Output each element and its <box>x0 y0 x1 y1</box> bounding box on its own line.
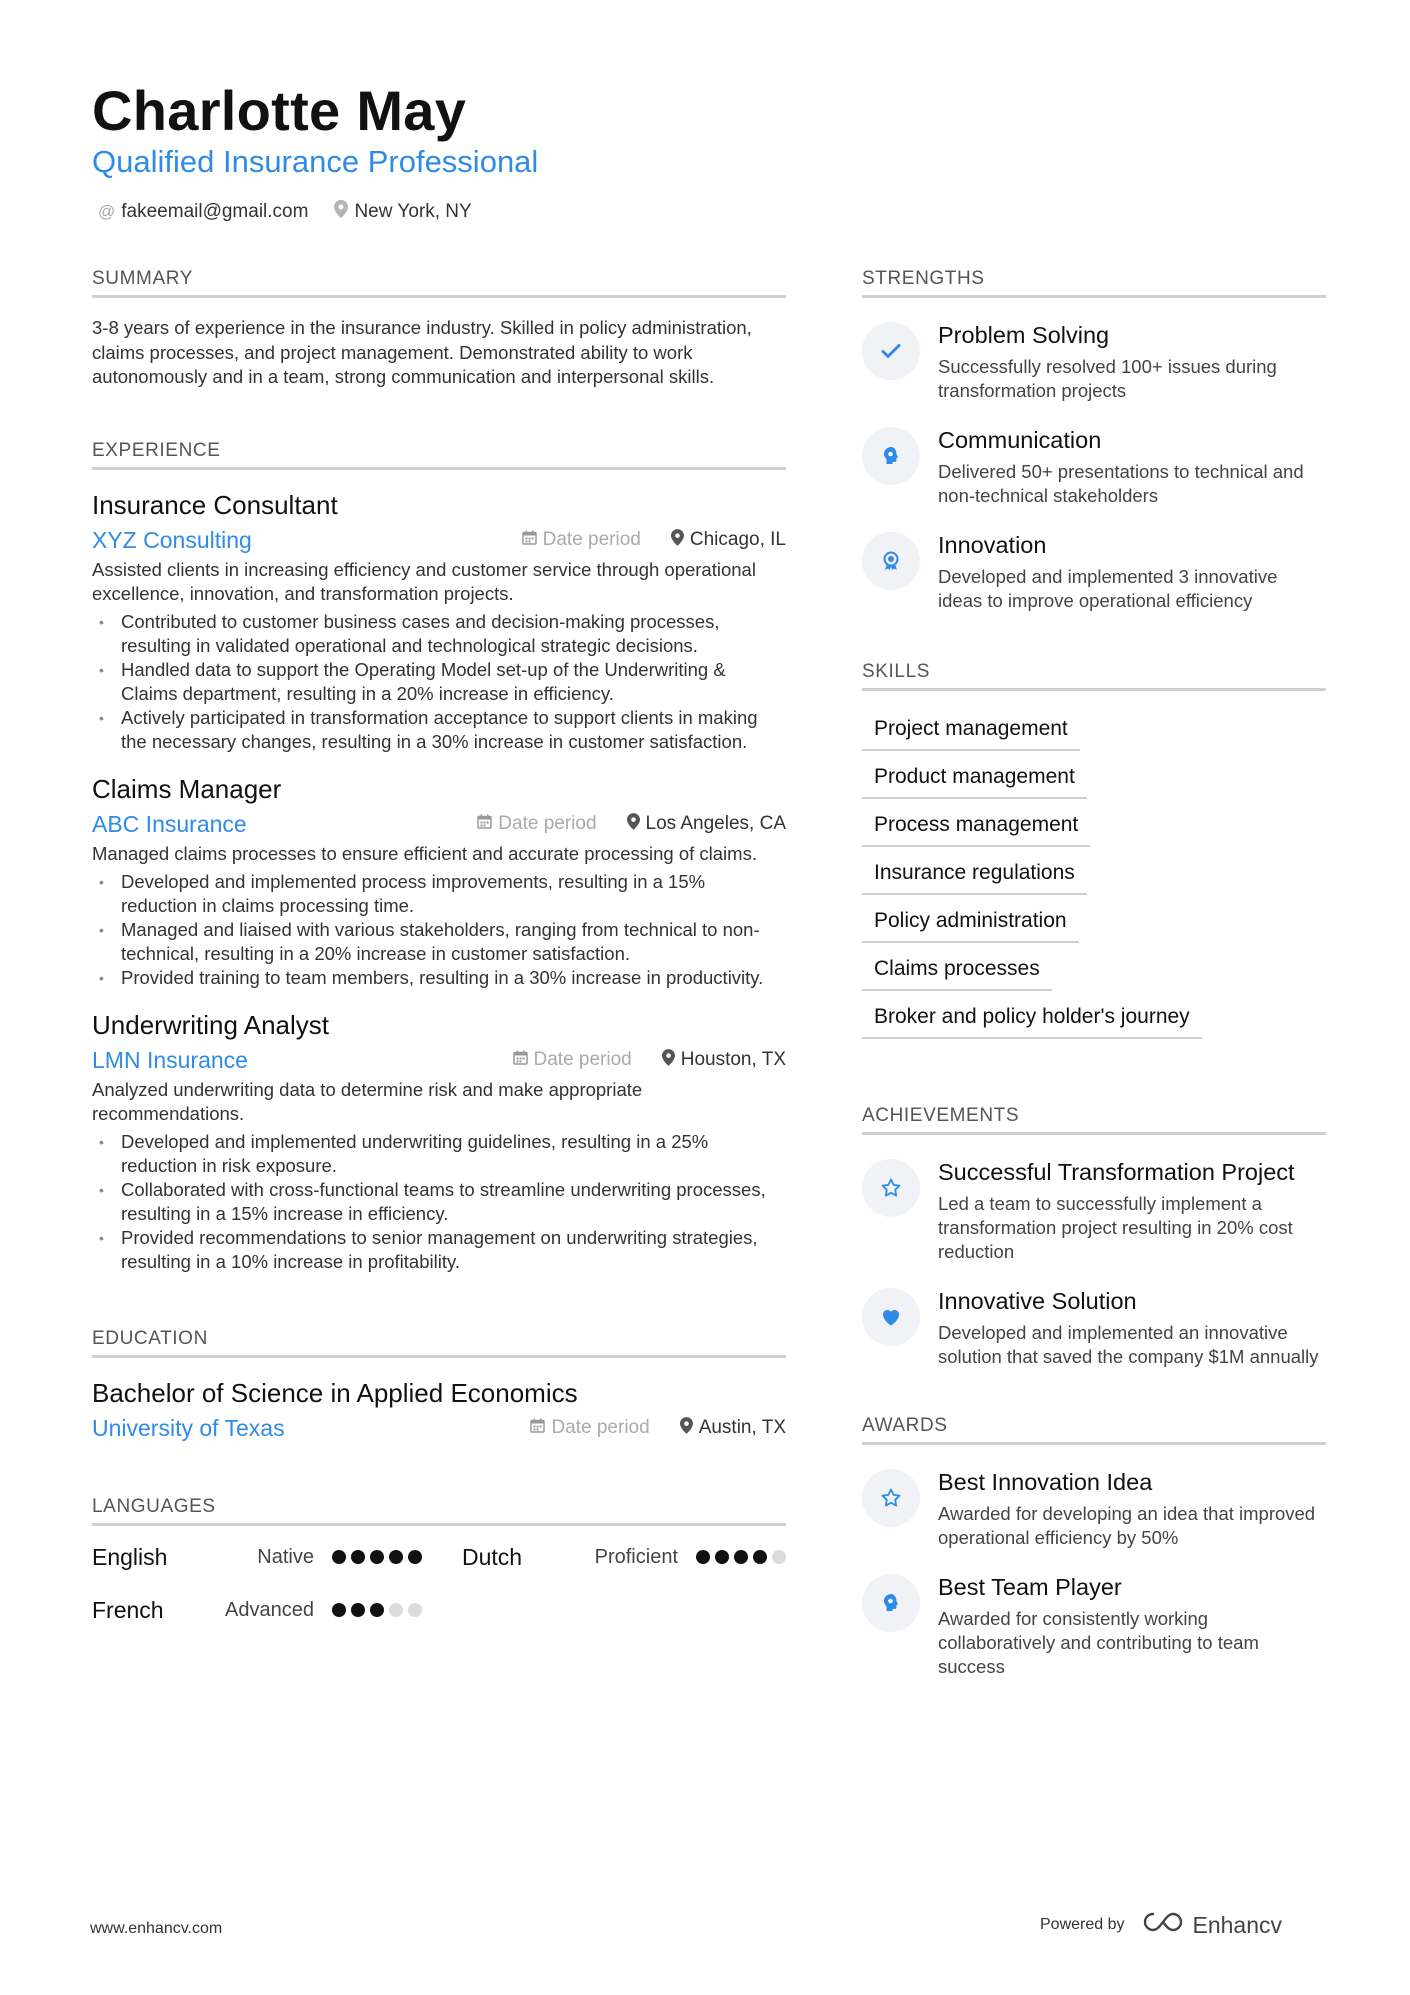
strength-item <box>862 427 1326 508</box>
location-text: Houston, TX <box>680 1049 786 1070</box>
education-meta-row <box>92 1415 786 1442</box>
job-meta-row <box>92 811 786 838</box>
date-text: Date period <box>551 1417 650 1438</box>
star-icon <box>862 1159 920 1217</box>
bullet-item: • Provided recommendations to senior management on underwriting strategies, resulting in a 10% increase in profitability. <box>92 1226 786 1274</box>
strength-title: Communication <box>938 427 1102 453</box>
languages-section <box>92 1496 786 1624</box>
at-icon: @ <box>98 201 116 221</box>
language-rating <box>332 1603 422 1617</box>
education-heading: EDUCATION <box>92 1328 786 1358</box>
date-text: Date period <box>533 1049 632 1070</box>
calendar-icon <box>522 530 537 550</box>
date-text: Date period <box>542 529 641 550</box>
job-entry <box>92 490 786 754</box>
skills-list <box>862 703 1326 1039</box>
job-date <box>513 1049 632 1071</box>
degree-title: Bachelor of Science in Applied Economics <box>92 1377 578 1408</box>
job-entry <box>92 1010 786 1274</box>
skill-tag: Insurance regulations <box>862 847 1087 895</box>
location-text: Austin, TX <box>698 1417 786 1438</box>
experience-heading: EXPERIENCE <box>92 440 786 470</box>
strength-title: Innovation <box>938 532 1047 558</box>
location-pin-icon <box>662 1049 675 1071</box>
rating-dot-filled <box>753 1550 767 1564</box>
skill-tag: Policy administration <box>862 895 1079 943</box>
achievement-item <box>862 1159 1326 1264</box>
skill-tag: Product management <box>862 751 1087 799</box>
language-level: Native <box>257 1545 314 1568</box>
job-bullets <box>92 1130 786 1274</box>
job-description: Assisted clients in increasing efficiency and customer service through operational excellence, innovation, and transformation projects. <box>92 558 756 604</box>
rating-dot-filled <box>370 1603 384 1617</box>
job-location <box>662 1049 786 1071</box>
contact-email[interactable] <box>98 201 308 223</box>
awards-heading: AWARDS <box>862 1415 1326 1445</box>
school-name: University of Texas <box>92 1414 285 1441</box>
education-section <box>92 1328 786 1442</box>
award-item <box>862 1469 1326 1550</box>
language-item <box>422 1544 786 1571</box>
candidate-name: Charlotte May <box>92 79 467 142</box>
strength-desc: Developed and implemented 3 innovative ideas to improve operational efficiency <box>938 566 1278 611</box>
strength-title: Problem Solving <box>938 322 1110 348</box>
location-pin-icon <box>334 200 348 223</box>
strengths-section <box>862 268 1326 613</box>
company-name: ABC Insurance <box>92 810 247 837</box>
bullet-item: • Managed and liaised with various stakeholders, ranging from technical to non-technical, resulting in a 20% increase in customer satisfaction. <box>92 918 786 966</box>
job-meta-row <box>92 527 786 554</box>
location-text: Los Angeles, CA <box>645 813 786 834</box>
languages-list <box>92 1544 786 1624</box>
experience-section <box>92 440 786 1274</box>
job-description: Analyzed underwriting data to determine risk and make appropriate recommendations. <box>92 1078 643 1124</box>
job-title: Claims Manager <box>92 773 282 804</box>
company-name: XYZ Consulting <box>92 526 252 553</box>
bullet-item: • Collaborated with cross-functional teams to streamline underwriting processes, resulting in a 15% increase in efficiency. <box>92 1178 786 1226</box>
strength-desc: Successfully resolved 100+ issues during transformation projects <box>938 356 1277 401</box>
award-desc: Awarded for consistently working collaboratively and contributing to team success <box>938 1608 1259 1677</box>
email-text: fakeemail@gmail.com <box>121 200 309 222</box>
rating-dot-filled <box>734 1550 748 1564</box>
bullet-item: • Provided training to team members, resulting in a 30% increase in productivity. <box>92 966 786 990</box>
powered-by-text: Powered by <box>1040 1916 1125 1933</box>
language-name: Dutch <box>462 1543 523 1570</box>
summary-section <box>92 268 786 390</box>
location-pin-icon <box>671 529 684 551</box>
rating-dot-filled <box>370 1550 384 1564</box>
languages-heading: LANGUAGES <box>92 1496 786 1526</box>
head-icon <box>862 1574 920 1632</box>
contact-bar <box>98 200 472 223</box>
skill-tag: Project management <box>862 703 1080 751</box>
skill-tag: Claims processes <box>862 943 1052 991</box>
language-level: Advanced <box>225 1598 314 1621</box>
job-description: Managed claims processes to ensure efficient and accurate processing of claims. <box>92 842 757 864</box>
summary-text: 3-8 years of experience in the insurance industry. Skilled in policy administration, claims processes, and project management. Demonstrated ability to work autonomously and in a team, strong communication and interpersonal skills. <box>92 317 752 387</box>
rating-dot-filled <box>332 1603 346 1617</box>
rating-dot-filled <box>408 1550 422 1564</box>
achievements-heading: ACHIEVEMENTS <box>862 1105 1326 1135</box>
language-rating <box>696 1550 786 1564</box>
language-name: French <box>92 1596 164 1623</box>
award-title: Best Innovation Idea <box>938 1469 1153 1495</box>
job-location <box>627 813 786 835</box>
job-meta <box>477 813 786 835</box>
rating-dot-filled <box>696 1550 710 1564</box>
location-pin-icon <box>680 1417 693 1439</box>
education-entry <box>92 1378 786 1442</box>
achievements-section <box>862 1105 1326 1369</box>
bullet-item: • Handled data to support the Operating Model set-up of the Underwriting & Claims department, resulting in a 20% increase in efficiency. <box>92 658 786 706</box>
achievement-desc: Developed and implemented an innovative solution that saved the company $1M annually <box>938 1322 1319 1367</box>
skills-heading: SKILLS <box>862 661 1326 691</box>
heart-icon <box>862 1288 920 1346</box>
award-title: Best Team Player <box>938 1574 1122 1600</box>
company-name: LMN Insurance <box>92 1046 248 1073</box>
rating-dot-empty <box>772 1550 786 1564</box>
award-item <box>862 1574 1326 1679</box>
achievement-title: Innovative Solution <box>938 1288 1137 1314</box>
infinity-logo-icon <box>1141 1910 1185 1940</box>
location-pin-icon <box>627 813 640 835</box>
rating-dot-filled <box>351 1603 365 1617</box>
achievement-item <box>862 1288 1326 1369</box>
rating-dot-filled <box>332 1550 346 1564</box>
summary-heading: SUMMARY <box>92 268 786 298</box>
footer-branding <box>1040 1910 1282 1940</box>
bullet-item: • Developed and implemented underwriting guidelines, resulting in a 25% reduction in risk exposure. <box>92 1130 786 1178</box>
rating-dot-filled <box>351 1550 365 1564</box>
bullet-item: • Contributed to customer business cases and decision-making processes, resulting in validated operational and technological strategic decisions. <box>92 610 786 658</box>
bullet-item: • Developed and implemented process improvements, resulting in a 15% reduction in claims processing time. <box>92 870 786 918</box>
job-title: Underwriting Analyst <box>92 1009 329 1040</box>
head-icon <box>862 427 920 485</box>
calendar-icon <box>530 1418 545 1438</box>
rating-dot-empty <box>408 1603 422 1617</box>
job-entry <box>92 774 786 990</box>
calendar-icon <box>513 1050 528 1070</box>
contact-location <box>334 200 471 223</box>
strengths-heading: STRENGTHS <box>862 268 1326 298</box>
job-date <box>522 529 641 551</box>
job-meta-row <box>92 1047 786 1074</box>
language-item <box>92 1544 422 1571</box>
awards-section <box>862 1415 1326 1679</box>
job-bullets <box>92 610 786 754</box>
achievement-desc: Led a team to successfully implement a transformation project resulting in 20% cost reduction <box>938 1193 1293 1262</box>
bullet-item: • Actively participated in transformation acceptance to support clients in making the necessary changes, resulting in a 30% increase in customer satisfaction. <box>92 706 786 754</box>
language-name: English <box>92 1543 168 1570</box>
star-icon <box>862 1469 920 1527</box>
candidate-headline: Qualified Insurance Professional <box>92 144 539 179</box>
achievement-title: Successful Transformation Project <box>938 1159 1295 1185</box>
language-item <box>92 1597 422 1624</box>
footer-website-link[interactable]: www.enhancv.com <box>90 1920 223 1937</box>
education-location <box>680 1417 786 1439</box>
job-meta <box>513 1049 787 1071</box>
strength-desc: Delivered 50+ presentations to technical and non-technical stakeholders <box>938 461 1304 506</box>
skill-tag: Process management <box>862 799 1090 847</box>
enhancv-logo[interactable] <box>1141 1910 1283 1940</box>
right-column <box>862 268 1326 1679</box>
calendar-icon <box>477 814 492 834</box>
education-date <box>530 1417 649 1439</box>
skills-section <box>862 661 1326 1039</box>
job-location <box>671 529 786 551</box>
job-meta <box>522 529 786 551</box>
badge-icon <box>862 532 920 590</box>
award-desc: Awarded for developing an idea that improved operational efficiency by 50% <box>938 1503 1316 1548</box>
skill-tag: Broker and policy holder's journey <box>862 991 1202 1039</box>
rating-dot-filled <box>715 1550 729 1564</box>
strength-item <box>862 322 1326 403</box>
job-bullets <box>92 870 786 990</box>
rating-dot-filled <box>389 1550 403 1564</box>
location-text: Chicago, IL <box>689 529 786 550</box>
date-text: Date period <box>498 813 597 834</box>
job-title: Insurance Consultant <box>92 489 338 520</box>
job-date <box>477 813 596 835</box>
strength-item <box>862 532 1326 613</box>
brand-name: Enhancv <box>1192 1911 1283 1938</box>
rating-dot-empty <box>389 1603 403 1617</box>
left-column <box>92 268 786 1624</box>
education-meta <box>530 1417 786 1439</box>
language-rating <box>332 1550 422 1564</box>
check-icon <box>862 322 920 380</box>
location-text: New York, NY <box>354 200 472 222</box>
language-level: Proficient <box>594 1545 678 1568</box>
